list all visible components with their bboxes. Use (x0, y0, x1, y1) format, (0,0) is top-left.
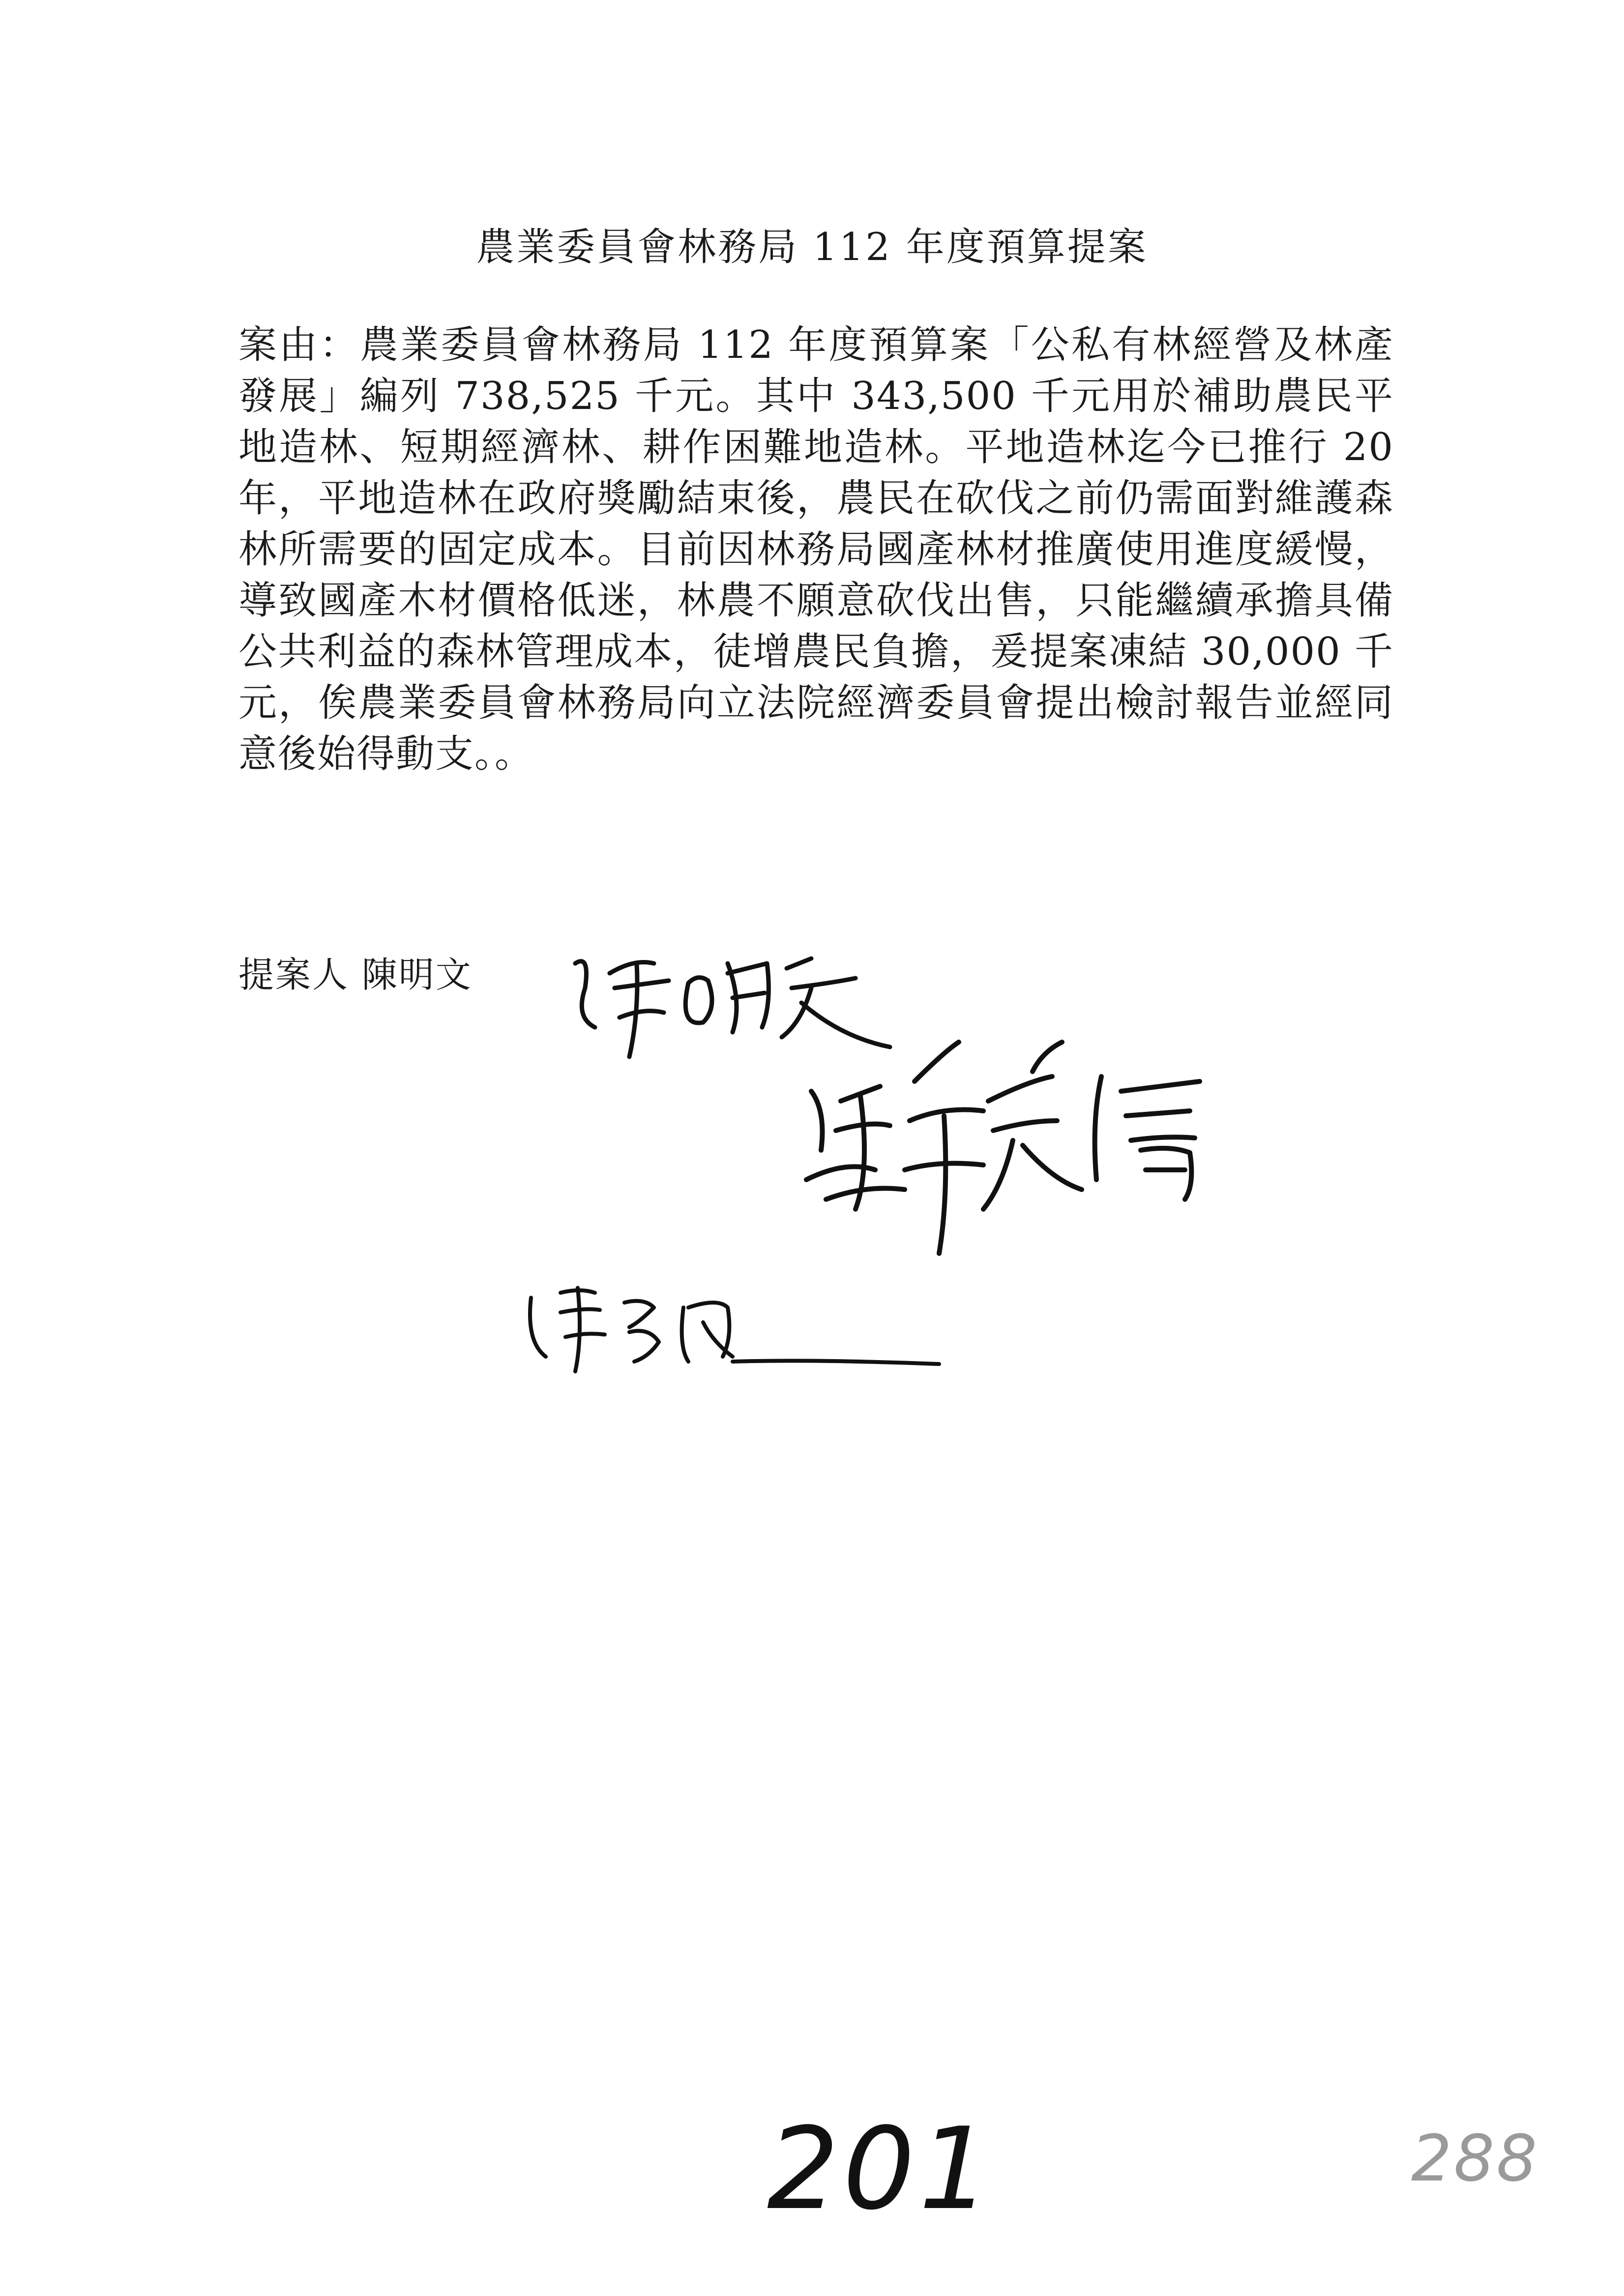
document-title: 農業委員會林務局 112 年度預算提案 (476, 225, 1148, 269)
signature-2-icon (797, 1022, 1239, 1298)
signature-3-icon (516, 1268, 949, 1386)
proposal-body: 案由：農業委員會林務局 112 年度預算案「公私有林經營及林產發展」編列 738,525 千元。其中 343,500 千元用於補助農民平地造林、短期經濟林、耕作困難地造林。平地造林迄今已推行 20 年，平地造林在政府獎勵結束後，農民在砍伐之前仍需面對維護森林所需要的固定成本。目前因林務局國產林材推廣使用進度緩慢，導致國產木材價格低迷，林農不願意砍伐出售，只能繼續承擔具備公共利益的森林管理成本，徒增農民負擔，爰提案凍結 30,000 千元，俟農業委員會林務局向立法院經濟委員會提出檢討報告並經同意後始得動支。。 (238, 323, 1394, 776)
proposer-line: 提案人 陳明文 (238, 954, 472, 995)
stamp-number: 288 (1411, 2121, 1539, 2196)
page-number: 201 (767, 2104, 995, 2235)
